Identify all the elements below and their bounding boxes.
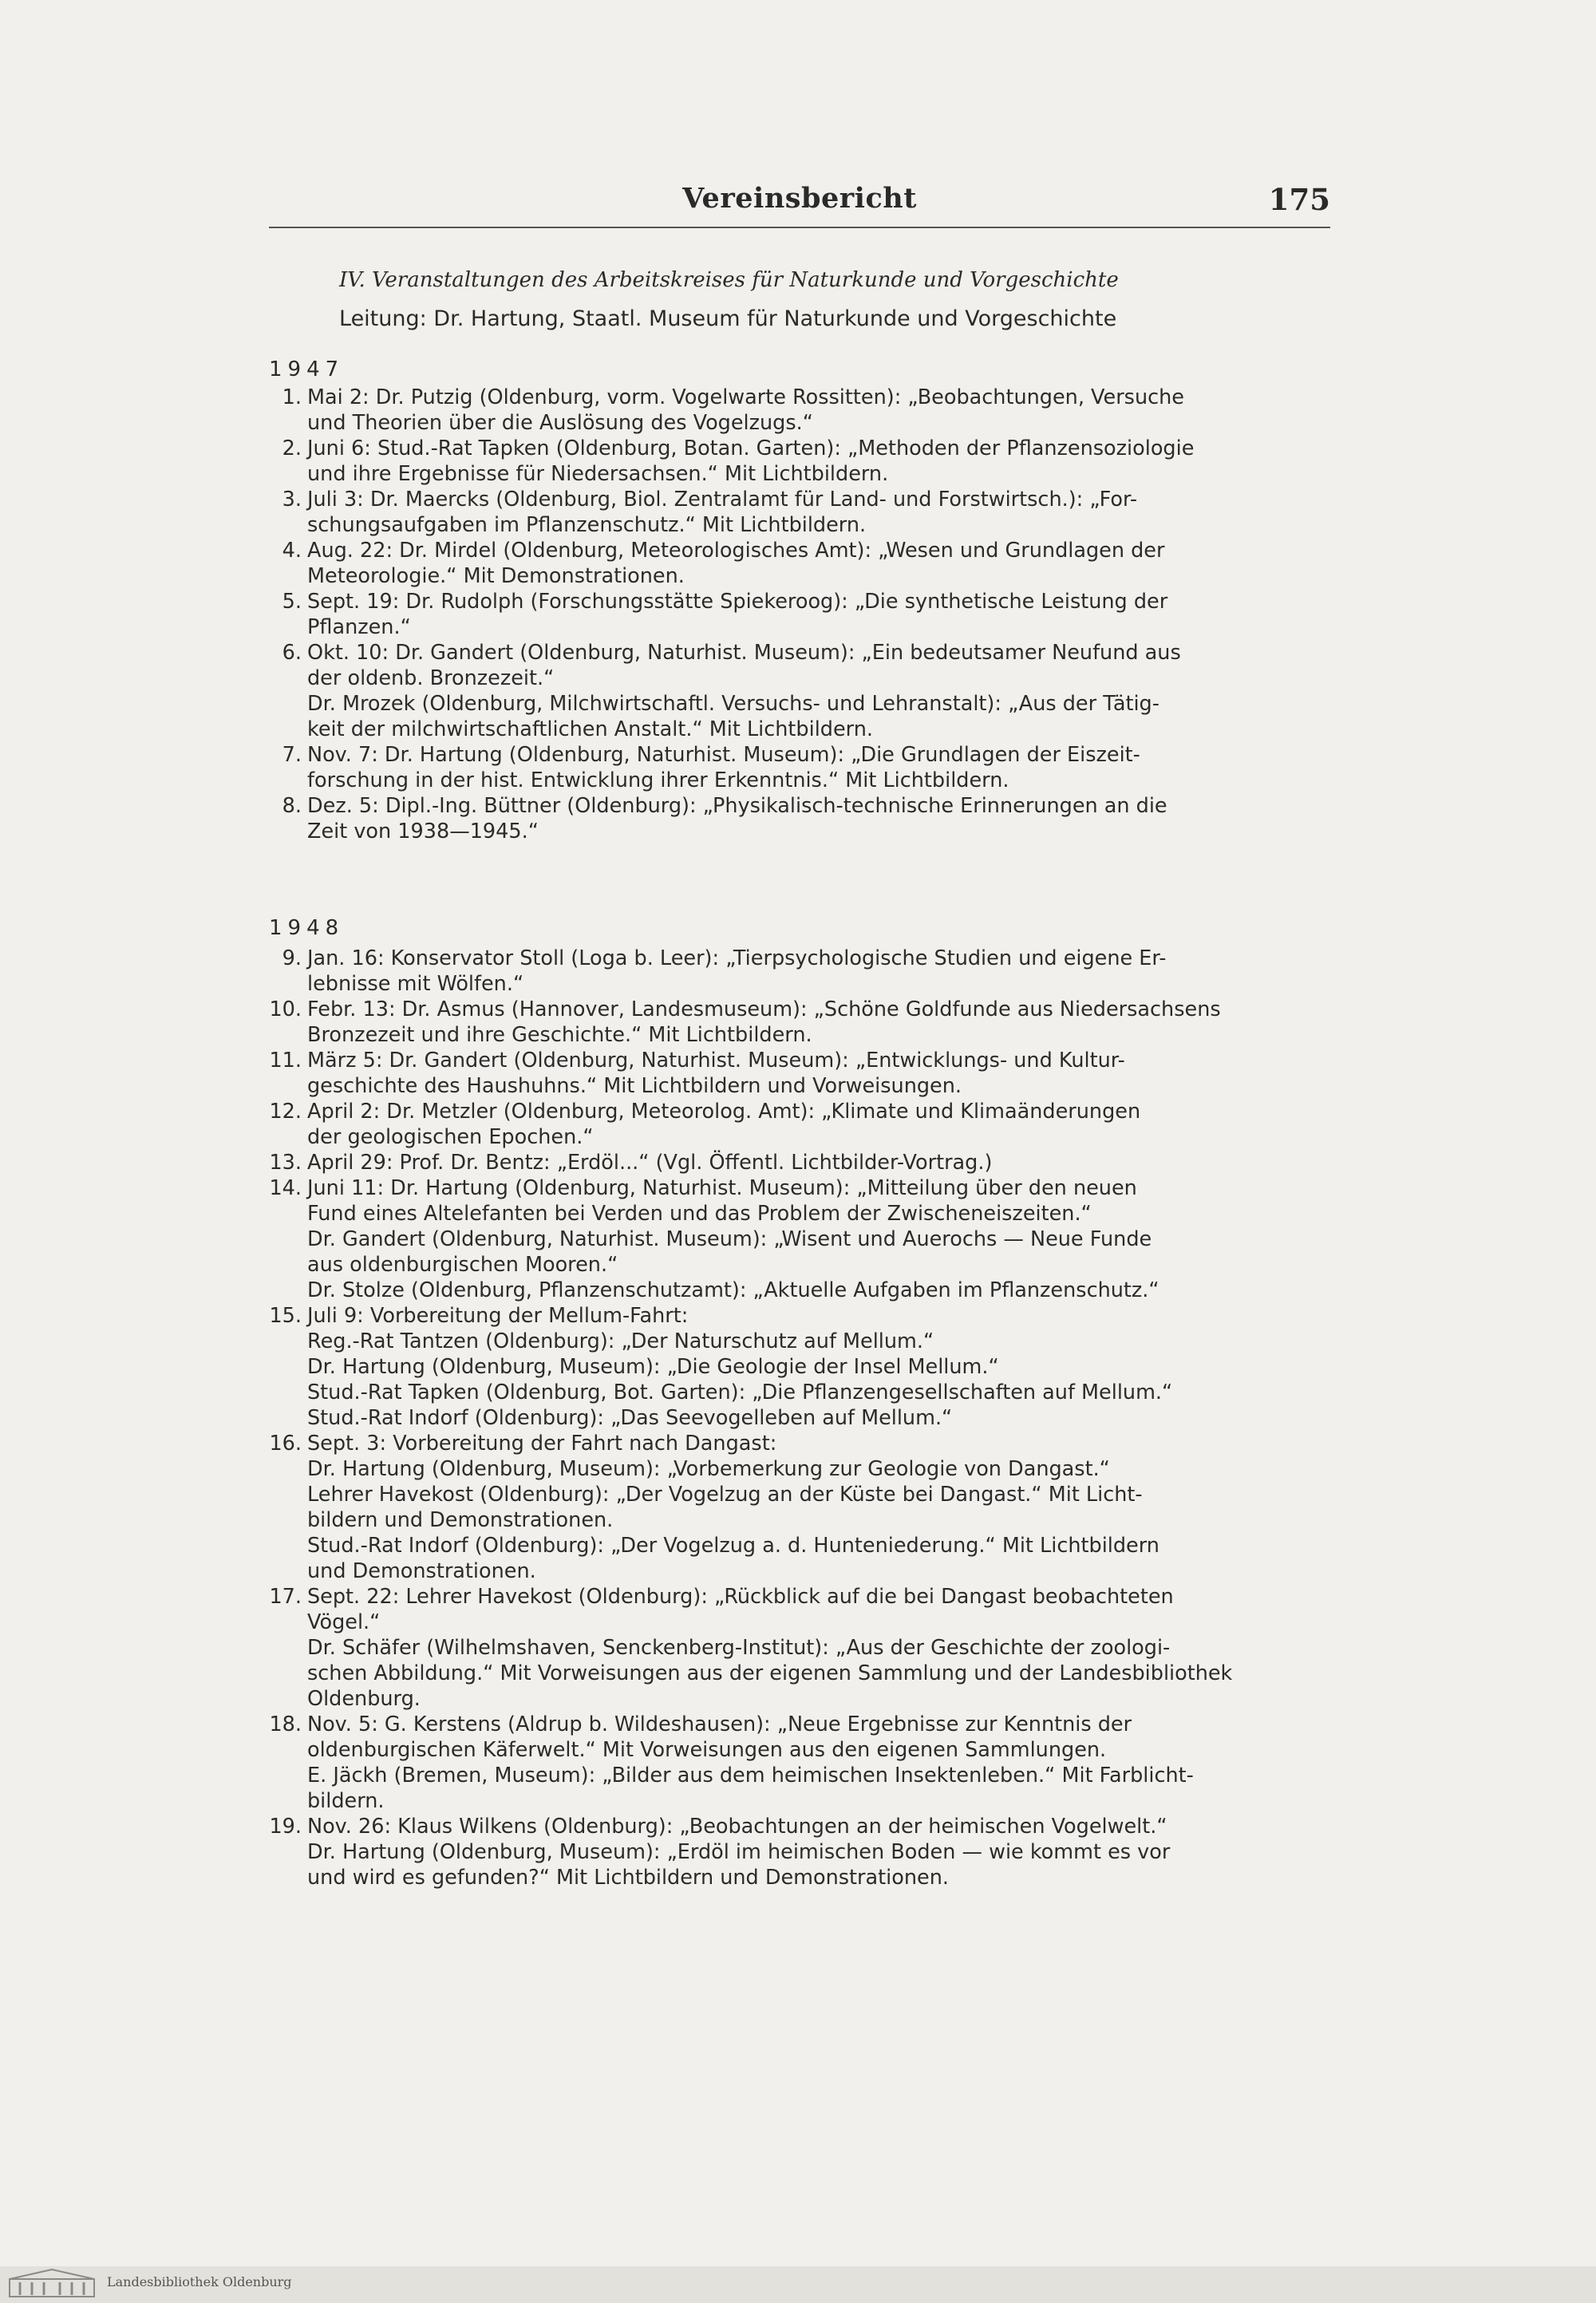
list-item xyxy=(263,640,1329,742)
entry-list-1947 xyxy=(263,385,1329,844)
entry-line: Juli 3: Dr. Maercks (Oldenburg, Biol. Zentralamt für Land- und Forstwirtsch.): „For- xyxy=(307,488,1138,512)
entry-number: 13. xyxy=(269,1151,302,1175)
list-item xyxy=(263,436,1329,487)
entry-line: forschung in der hist. Entwicklung ihrer Erkenntnis.“ Mit Lichtbildern. xyxy=(307,768,1009,792)
entry-line: Dr. Gandert (Oldenburg, Naturhist. Museum): „Wisent und Auerochs — Neue Funde xyxy=(307,1227,1152,1251)
entry-line: Febr. 13: Dr. Asmus (Hannover, Landesmuseum): „Schöne Goldfunde aus Niedersachsens xyxy=(307,997,1221,1021)
list-item xyxy=(263,1712,1329,1814)
entry-line: und wird es gefunden?“ Mit Lichtbildern und Demonstrationen. xyxy=(307,1866,949,1890)
entry-number: 1. xyxy=(282,385,302,409)
entry-line: geschichte des Haushuhns.“ Mit Lichtbildern und Vorweisungen. xyxy=(307,1074,962,1098)
entry-line: der geologischen Epochen.“ xyxy=(307,1125,594,1149)
entry-line: schungsaufgaben im Pflanzenschutz.“ Mit Lichtbildern. xyxy=(307,513,867,537)
entry-line: Dr. Stolze (Oldenburg, Pflanzenschutzamt): „Aktuelle Aufgaben im Pflanzenschutz.“ xyxy=(307,1278,1159,1302)
entry-line: Mai 2: Dr. Putzig (Oldenburg, vorm. Vogelwarte Rossitten): „Beobachtungen, Versuche xyxy=(307,385,1184,409)
entry-line: Sept. 3: Vorbereitung der Fahrt nach Dangast: xyxy=(307,1432,777,1456)
list-item xyxy=(263,1584,1329,1712)
entry-number: 4. xyxy=(282,539,302,563)
entry-number: 2. xyxy=(282,437,302,460)
entry-number: 16. xyxy=(269,1432,302,1456)
entry-line: Vögel.“ xyxy=(307,1610,381,1634)
list-item xyxy=(263,487,1329,538)
library-building-icon xyxy=(8,2268,96,2298)
list-item xyxy=(263,385,1329,436)
list-item xyxy=(263,742,1329,793)
entry-line: keit der milchwirtschaftlichen Anstalt.“ Mit Lichtbildern. xyxy=(307,717,873,741)
entry-line: aus oldenburgischen Mooren.“ xyxy=(307,1253,618,1277)
list-item xyxy=(263,1150,1329,1175)
entry-line: Okt. 10: Dr. Gandert (Oldenburg, Naturhist. Museum): „Ein bedeutsamer Neufund aus xyxy=(307,641,1181,665)
entry-line: Nov. 26: Klaus Wilkens (Oldenburg): „Beobachtungen an der heimischen Vogelwelt.“ xyxy=(307,1815,1167,1839)
entry-line: April 2: Dr. Metzler (Oldenburg, Meteorolog. Amt): „Klimate und Klimaänderungen xyxy=(307,1100,1141,1124)
entry-line: Stud.-Rat Indorf (Oldenburg): „Das Seevogelleben auf Mellum.“ xyxy=(307,1406,953,1430)
entry-line: Dr. Schäfer (Wilhelmshaven, Senckenberg-Institut): „Aus der Geschichte der zoologi- xyxy=(307,1636,1171,1660)
entry-line: Zeit von 1938—1945.“ xyxy=(307,820,539,843)
entry-line: bildern. xyxy=(307,1789,385,1813)
header-title: Vereinsbericht xyxy=(682,182,917,215)
entry-line: der oldenb. Bronzezeit.“ xyxy=(307,666,555,690)
entry-number: 17. xyxy=(269,1585,302,1609)
entry-line: Meteorologie.“ Mit Demonstrationen. xyxy=(307,564,685,588)
entry-number: 12. xyxy=(269,1100,302,1124)
running-header xyxy=(269,182,1330,230)
entry-line: Jan. 16: Konservator Stoll (Loga b. Leer): „Tierpsychologische Studien und eigene Er- xyxy=(307,946,1167,970)
entry-line: Fund eines Altelefanten bei Verden und das Problem der Zwischeneiszeiten.“ xyxy=(307,1202,1092,1226)
entry-line: März 5: Dr. Gandert (Oldenburg, Naturhist. Museum): „Entwicklungs- und Kultur- xyxy=(307,1049,1125,1072)
header-rule xyxy=(269,227,1330,228)
entry-line: oldenburgischen Käferwelt.“ Mit Vorweisungen aus den eigenen Sammlungen. xyxy=(307,1738,1107,1762)
entry-line: Sept. 19: Dr. Rudolph (Forschungsstätte Spiekeroog): „Die synthetische Leistung der xyxy=(307,590,1168,614)
list-item xyxy=(263,946,1329,997)
list-item xyxy=(263,1048,1329,1099)
entry-line: Juli 9: Vorbereitung der Mellum-Fahrt: xyxy=(307,1304,689,1328)
list-item xyxy=(263,538,1329,589)
entry-line: Nov. 5: G. Kerstens (Aldrup b. Wildeshausen): „Neue Ergebnisse zur Kenntnis der xyxy=(307,1712,1132,1736)
entry-line: Sept. 22: Lehrer Havekost (Oldenburg): „Rückblick auf die bei Dangast beobachteten xyxy=(307,1585,1174,1609)
entry-line: E. Jäckh (Bremen, Museum): „Bilder aus dem heimischen Insektenleben.“ Mit Farblicht- xyxy=(307,1764,1194,1787)
entry-line: Dr. Hartung (Oldenburg, Museum): „Vorbemerkung zur Geologie von Dangast.“ xyxy=(307,1457,1110,1481)
entry-line: Nov. 7: Dr. Hartung (Oldenburg, Naturhist. Museum): „Die Grundlagen der Eiszeit- xyxy=(307,743,1140,767)
entry-number: 11. xyxy=(269,1049,302,1072)
entry-number: 15. xyxy=(269,1304,302,1328)
section-title: IV. Veranstaltungen des Arbeitskreises für Naturkunde und Vorgeschichte xyxy=(339,268,1119,292)
entry-number: 14. xyxy=(269,1176,302,1200)
entry-line: Pflanzen.“ xyxy=(307,615,411,639)
section-subtitle: Leitung: Dr. Hartung, Staatl. Museum für Naturkunde und Vorgeschichte xyxy=(339,306,1117,331)
entry-line: Bronzezeit und ihre Geschichte.“ Mit Lichtbildern. xyxy=(307,1023,812,1047)
list-item xyxy=(263,1175,1329,1303)
entry-line: und Demonstrationen. xyxy=(307,1559,536,1583)
year-heading-1947: 1947 xyxy=(269,357,345,381)
year-heading-1948: 1948 xyxy=(269,916,345,940)
entry-line: Dr. Hartung (Oldenburg, Museum): „Erdöl im heimischen Boden — wie kommt es vor xyxy=(307,1840,1171,1864)
entry-line: bildern und Demonstrationen. xyxy=(307,1508,614,1532)
list-item xyxy=(263,589,1329,640)
list-item xyxy=(263,1431,1329,1584)
entry-number: 3. xyxy=(282,488,302,512)
entry-line: Dr. Mrozek (Oldenburg, Milchwirtschaftl. Versuchs- und Lehranstalt): „Aus der Tätig- xyxy=(307,692,1159,716)
entry-line: Lehrer Havekost (Oldenburg): „Der Vogelzug an der Küste bei Dangast.“ Mit Licht- xyxy=(307,1483,1143,1507)
footer-library-name: Landesbibliothek Oldenburg xyxy=(107,2274,292,2289)
entry-number: 6. xyxy=(282,641,302,665)
entry-line: Dr. Hartung (Oldenburg, Museum): „Die Geologie der Insel Mellum.“ xyxy=(307,1355,999,1379)
entry-line: Juni 6: Stud.-Rat Tapken (Oldenburg, Botan. Garten): „Methoden der Pflanzensoziologie xyxy=(307,437,1195,460)
entry-number: 19. xyxy=(269,1815,302,1839)
list-item xyxy=(263,1099,1329,1150)
page-number: 175 xyxy=(1268,182,1330,217)
entry-line: Aug. 22: Dr. Mirdel (Oldenburg, Meteorologisches Amt): „Wesen und Grundlagen der xyxy=(307,539,1165,563)
list-item xyxy=(263,1814,1329,1890)
list-item xyxy=(263,1303,1329,1431)
entry-line: schen Abbildung.“ Mit Vorweisungen aus der eigenen Sammlung und der Landesbibliothek xyxy=(307,1661,1233,1685)
entry-line: und ihre Ergebnisse für Niedersachsen.“ Mit Lichtbildern. xyxy=(307,462,889,486)
entry-line: Stud.-Rat Indorf (Oldenburg): „Der Vogelzug a. d. Hunteniederung.“ Mit Lichtbildern xyxy=(307,1534,1159,1558)
entry-number: 5. xyxy=(282,590,302,614)
entry-line: und Theorien über die Auslösung des Vogelzugs.“ xyxy=(307,411,813,435)
entry-line: April 29: Prof. Dr. Bentz: „Erdöl...“ (Vgl. Öffentl. Lichtbilder-Vortrag.) xyxy=(307,1151,993,1175)
entry-line: Stud.-Rat Tapken (Oldenburg, Bot. Garten): „Die Pflanzengesellschaften auf Mellum.“ xyxy=(307,1381,1173,1404)
entry-line: lebnisse mit Wölfen.“ xyxy=(307,972,524,996)
entry-number: 9. xyxy=(282,946,302,970)
list-item xyxy=(263,997,1329,1048)
entry-number: 8. xyxy=(282,794,302,818)
list-item xyxy=(263,793,1329,844)
entry-line: Oldenburg. xyxy=(307,1687,421,1711)
entry-number: 10. xyxy=(269,997,302,1021)
entry-list-1948 xyxy=(263,946,1329,1890)
entry-line: Dez. 5: Dipl.-Ing. Büttner (Oldenburg): „Physikalisch-technische Erinnerungen an die xyxy=(307,794,1167,818)
entry-number: 7. xyxy=(282,743,302,767)
entry-line: Reg.-Rat Tantzen (Oldenburg): „Der Naturschutz auf Mellum.“ xyxy=(307,1329,934,1353)
entry-line: Juni 11: Dr. Hartung (Oldenburg, Naturhist. Museum): „Mitteilung über den neuen xyxy=(307,1176,1137,1200)
entry-number: 18. xyxy=(269,1712,302,1736)
